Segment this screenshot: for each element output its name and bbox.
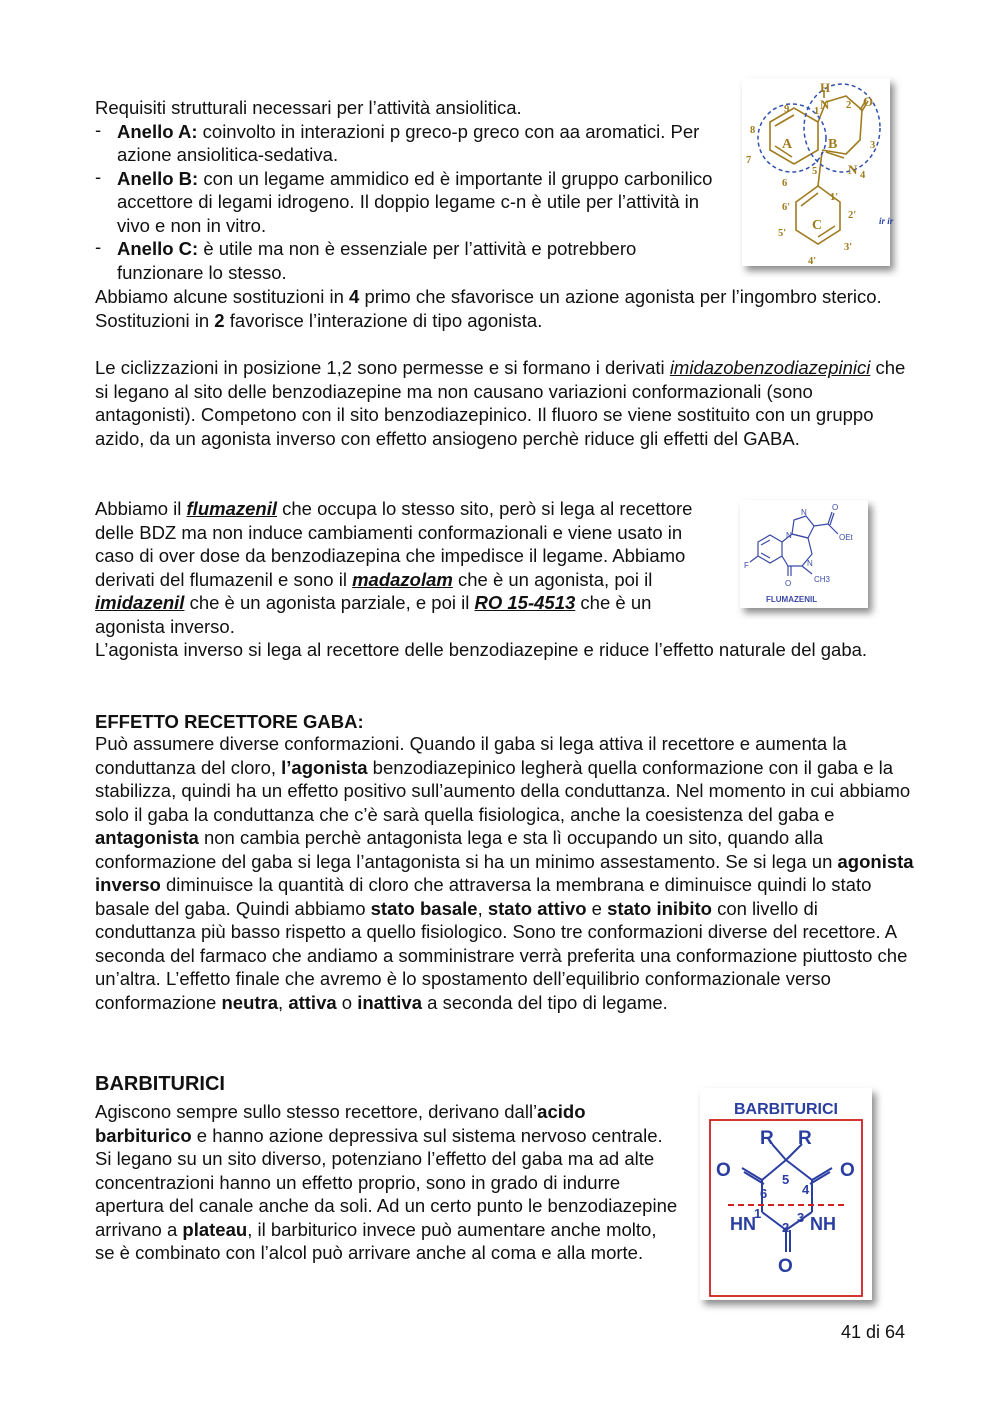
plateau-term: plateau	[182, 1218, 248, 1240]
imidazo-term: imidazobenzodiazepinici	[669, 357, 871, 378]
pos-7: 7	[746, 155, 752, 166]
barbituric-acid-term: acido barbiturico	[95, 1101, 586, 1146]
para-text: con livello di conduttanza più basso rispetto a quello fisiologico. Sono tre conformazioni diverse del recettore. A seconda del farmaco che andiamo a somministrare verrà preferita una conformazione piuttosto che un’altra. L’effetto finale che avremo è lo spostamento dell’equilibrio conformazionale verso conformazione	[95, 897, 908, 1013]
ring-num: 3	[797, 1210, 805, 1225]
subst-4: 4	[349, 286, 360, 307]
section-barbiturici	[95, 1100, 680, 1265]
gaba-receptor-heading: EFFETTO RECETTORE GABA:	[95, 711, 364, 732]
subst-text: favorisce l’interazione di tipo agonista.	[224, 309, 543, 331]
pos-1p: 1'	[830, 192, 839, 203]
o-right: O	[840, 1160, 855, 1181]
ring-c-text: è utile ma non è essenziale per l’attività e potrebbero funzionare lo stesso.	[117, 238, 637, 283]
ring-c-label: Anello C:	[117, 238, 199, 259]
para-text: Agiscono sempre sullo stesso recettore, derivano dall’	[95, 1101, 538, 1122]
para-text: che è un agonista, poi il	[452, 568, 653, 590]
inverse-agonist-term: agonista inverso	[95, 850, 914, 895]
section-gaba-receptor	[95, 732, 917, 1014]
para-text: che occupa lo stesso sito, però si lega al recettore delle BDZ ma non induce cambiamenti conformazionali e viene usato in caso di over dose da benzodiazepina che impedisce il legame. Abbiamo derivati del flumazenil e sono il	[95, 498, 693, 590]
ring-b-letter: B	[828, 137, 838, 152]
active-state-term: stato attivo	[487, 897, 587, 919]
pos-3p: 3'	[844, 242, 853, 253]
para-text: Può assumere diverse conformazioni. Quando il gaba si lega attiva il recettore e aumenta la conduttanza del cloro,	[95, 733, 847, 778]
inattiva-term: inattiva	[357, 991, 422, 1013]
pos-3: 3	[870, 140, 876, 151]
ring-num: 5	[782, 1172, 790, 1187]
barbiturici-structure-svg	[700, 1088, 872, 1300]
pos-6p: 6'	[782, 202, 791, 213]
para-text: che si legano al sito delle benzodiazepine ma non causano variazioni conformazionali (sono antagonisti). Competono con il sito benzodiazepinico. Il fluoro se viene sostituito con un gruppo azido, da un agonista inverso con effetto ansiogeno perchè riduce gli effetti del GABA.	[95, 357, 906, 449]
para-text: ,	[477, 897, 488, 919]
atom-n4: N	[848, 162, 858, 177]
flumazenil-structure-figure	[740, 500, 868, 608]
pos-1: 1	[814, 106, 820, 117]
atom-o-bottom: O	[785, 579, 792, 588]
pos-6: 6	[782, 178, 788, 189]
ring-a-text: coinvolto in interazioni p greco-p greco con aa aromatici. Per azione ansiolitica-sedativa.	[117, 120, 700, 165]
pos-4: 4	[860, 170, 866, 181]
page-number: 41 di 64	[840, 1322, 905, 1342]
ring-a-label: Anello A:	[117, 120, 198, 142]
barb-title: BARBITURICI	[734, 1101, 838, 1118]
ring-num: 2	[782, 1220, 790, 1235]
benzodiazepine-structure-figure	[742, 78, 894, 267]
atom-oet: OEt	[839, 533, 853, 542]
atom-n-methyl: N	[807, 559, 813, 568]
barbiturici-heading: BARBITURICI	[95, 1073, 225, 1095]
para-text: diminuisce la quantità di cloro che attraversa la membrana e diminuisce quindi lo stato basale del gaba. Quindi abbiamo	[95, 874, 872, 919]
pos-9: 9	[784, 104, 790, 115]
benzodiazepine-structure-svg	[742, 78, 894, 267]
o-left: O	[716, 1160, 731, 1181]
section-imidazobenzodiazepines	[95, 356, 915, 450]
para-text: o	[336, 991, 358, 1013]
pos-5: 5	[812, 166, 818, 177]
ring-b-label: Anello B:	[117, 167, 199, 189]
section-flumazenil	[95, 497, 710, 638]
subst-2: 2	[214, 309, 225, 331]
antagonist-term: antagonista	[95, 827, 199, 848]
para-text: ,	[278, 991, 289, 1013]
ro-15-4513-term: RO 15-4513	[474, 592, 576, 613]
atom-n-top: N	[801, 508, 807, 517]
ring-c-letter: C	[812, 218, 823, 233]
ring-num: 4	[802, 1182, 810, 1197]
para-text: a seconda del tipo di legame.	[422, 991, 668, 1013]
pos-4p: 4'	[808, 256, 817, 267]
hn-group: HN	[730, 1214, 756, 1234]
inverse-agonist-paragraph	[95, 638, 915, 662]
inhibited-state-term: stato inibito	[607, 897, 712, 919]
madazolam-term: madazolam	[352, 568, 453, 590]
para-text: non cambia perchè antagonista lega e sta lì occupando un sito, quando alla conformazione del gaba si lega l’antagonista si ha un minimo assestamento. Se si lega un	[95, 827, 838, 872]
atom-f: F	[744, 561, 749, 570]
flumazenil-term: flumazenil	[186, 498, 277, 519]
para-text: , il barbiturico invece può aumentare anche molto, se è combinato con l’alcol può arrivare anche al coma e alla morte.	[95, 1218, 657, 1263]
atom-n-ring: N	[786, 531, 792, 540]
ring-num: 1	[754, 1206, 762, 1221]
list-item	[95, 167, 725, 238]
para-text: Le ciclizzazioni in posizione 1,2 sono permesse e si formano i derivati	[95, 357, 670, 378]
attiva-term: attiva	[288, 991, 337, 1013]
atom-o: O	[863, 94, 874, 109]
pos-5p: 5'	[778, 228, 787, 239]
para-text: Abbiamo il	[95, 498, 187, 519]
para-text: che è un agonista parziale, e poi il	[184, 592, 475, 613]
para-text: benzodiazepinico legherà quella conformazione con il gaba e la stabilizza, quindi ha un effetto positivo sull’aumento della conduttanza. Nel momento in cui abbiamo solo il gaba la conduttanza che c’è sarà quella fisiologica, anche la coesistenza del gaba e	[95, 756, 911, 825]
ring-a-letter: A	[782, 137, 793, 152]
atom-h: H	[820, 80, 831, 95]
side-text: ir ir	[879, 216, 894, 226]
r2-group: R	[798, 1128, 812, 1149]
para-text: e	[586, 897, 608, 919]
ring-num: 6	[760, 1186, 768, 1201]
para-text: e hanno azione depressiva sul sistema nervoso centrale. Si legano su un sito diverso, potenziano l’effetto del gaba ma ad alte concentrazioni hanno un effetto proprio, sono in grado di indurre apertura del canale anche da soli. Ad un certo punto le benzodiazepine arrivano a	[95, 1124, 678, 1240]
pos-2p: 2'	[848, 210, 857, 221]
substitution-paragraph	[95, 285, 915, 332]
inverse-agonist-text: L’agonista inverso si lega al recettore delle benzodiazepine e riduce l’effetto naturale del gaba.	[95, 639, 868, 660]
atom-o-top: O	[832, 503, 839, 512]
flumazenil-structure-svg	[740, 500, 868, 608]
imidazenil-term: imidazenil	[95, 592, 185, 613]
ring-b-text: con un legame ammidico ed è importante il gruppo carbonilico accettore di legami idrogeno. Il doppio legame c-n è utile per l’attività in vivo e non in vitro.	[117, 167, 713, 236]
subst-text: primo che sfavorisce un azione agonista per l’ingombro sterico. Sostituzioni in	[95, 286, 882, 331]
ring-requirements-list	[95, 120, 725, 285]
neutral-term: neutra	[221, 991, 279, 1013]
pos-8: 8	[750, 125, 756, 136]
r1-group: R	[760, 1128, 774, 1149]
basal-state-term: stato basale	[370, 897, 478, 919]
intro-line: Requisiti strutturali necessari per l’attività ansiolitica.	[95, 97, 522, 118]
list-item	[95, 120, 725, 167]
para-text: che è un agonista inverso.	[95, 592, 652, 637]
pos-2: 2	[846, 100, 852, 111]
flumazenil-caption: FLUMAZENIL	[766, 595, 818, 604]
agonist-term: l’agonista	[281, 756, 368, 778]
atom-n1: N	[820, 97, 830, 112]
subst-text: Abbiamo alcune sostituzioni in	[95, 286, 350, 307]
list-item	[95, 237, 717, 284]
nh-group: NH	[810, 1214, 836, 1234]
section-structural-requirements	[95, 96, 725, 284]
atom-ch3: CH3	[814, 575, 831, 584]
o-bottom: O	[778, 1256, 793, 1277]
barbiturici-structure-figure	[700, 1088, 872, 1300]
